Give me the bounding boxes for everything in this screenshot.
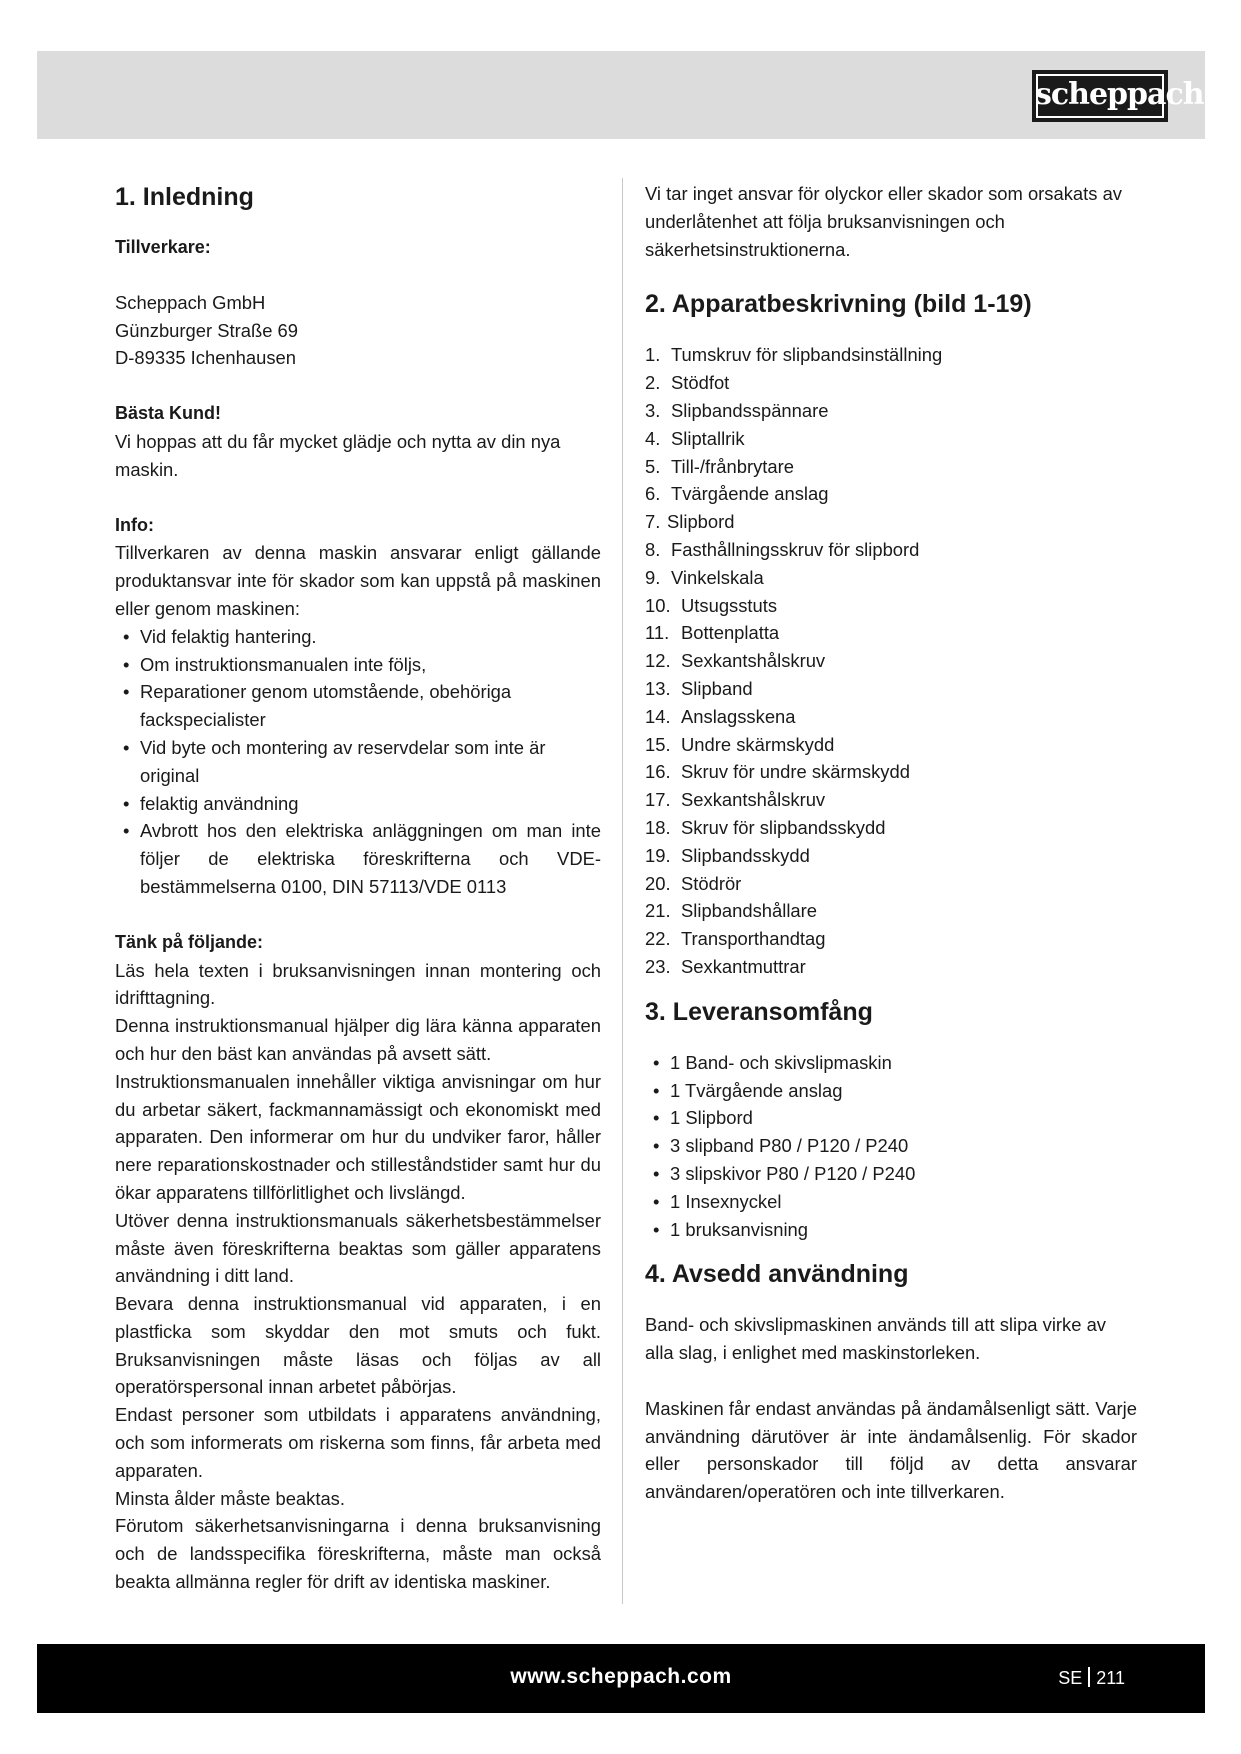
- list-item: 10. Utsugsstuts: [645, 594, 778, 616]
- list-item: 9. Vinkelskala: [645, 566, 764, 588]
- list-item: 23. Sexkantmuttrar: [645, 955, 806, 977]
- list-item: 2. Stödfot: [645, 372, 730, 394]
- right-column: [645, 180, 1137, 1506]
- list-item: • Reparationer genom utomstående, obehöriga fackspecialister: [115, 678, 601, 734]
- list-item: 21. Slipbandshållare: [645, 900, 817, 922]
- intro-text: Vi tar inget ansvar för olyckor eller skador som orsakats av underlåtenhet att följa bruksanvisningen och säkerhetsinstruktionerna.: [645, 183, 1122, 260]
- list-item: 6. Tvärgående anslag: [645, 483, 829, 505]
- list-item: 8. Fasthållningsskruv för slipbord: [645, 538, 920, 560]
- column-divider: [622, 178, 623, 1604]
- info-bullet-list: [115, 623, 601, 901]
- list-item: • 1 Band- och skivslipmaskin: [645, 1049, 1137, 1077]
- page-indicator: [1058, 1667, 1125, 1689]
- list-item: 5. Till-/frånbrytare: [645, 455, 794, 477]
- list-item: 13. Slipband: [645, 677, 753, 699]
- delivery-list: [645, 1049, 1137, 1244]
- list-item: 12. Sexkantshålskruv: [645, 650, 826, 672]
- list-item: 14. Anslagsskena: [645, 705, 796, 727]
- page-separator: [1088, 1667, 1090, 1687]
- left-column: [115, 180, 601, 1596]
- note-paragraph: Denna instruktionsmanual hjälper dig lära känna apparaten och hur den bäst kan användas på avsett sätt.: [115, 1015, 601, 1064]
- address-line-2: Günzburger Straße 69: [115, 319, 298, 341]
- language-code: SE: [1058, 1668, 1083, 1688]
- section-2-title: 2. Apparatbeskrivning (bild 1-19): [645, 290, 1032, 319]
- note-title: Tänk på följande:: [115, 931, 264, 952]
- list-item: • 1 bruksanvisning: [645, 1216, 1137, 1244]
- list-item: • 1 Tvärgående anslag: [645, 1077, 1137, 1105]
- parts-list: [645, 341, 1137, 980]
- list-item: 16. Skruv för undre skärmskydd: [645, 761, 910, 783]
- address-line-1: Scheppach GmbH: [115, 291, 266, 313]
- note-paragraph: Instruktionsmanualen innehåller viktiga anvisningar om hur du arbetar säkert, fackmannamässigt och ekonomiskt med apparaten. Den informerar om hur du undviker faror, håller nere reparationskostnader och stilleståndstider samt hur du ökar apparatens tillförlitlighet och livslängd.: [115, 1070, 601, 1203]
- header-bar: [37, 51, 1205, 139]
- section-4-title: 4. Avsedd användning: [645, 1260, 909, 1289]
- note-paragraph: Bevara denna instruktionsmanual vid apparaten, i en plastficka som skyddar den mot smuts och fukt. Bruksanvisningen måste läsas och följas av all operatörspersonal innan arbetet påbörjas.: [115, 1293, 601, 1398]
- section-3-title: 3. Leveransomfång: [645, 997, 873, 1026]
- list-item: 22. Transporthandtag: [645, 928, 826, 950]
- usage-paragraph: Band- och skivslipmaskinen används till att slipa virke av alla slag, i enlighet med maskinstorleken.: [645, 1314, 1106, 1364]
- list-item: • 3 slipband P80 / P120 / P240: [645, 1132, 1137, 1160]
- list-item: 3. Slipbandsspännare: [645, 399, 829, 421]
- list-item: 1. Tumskruv för slipbandsinställning: [645, 344, 943, 366]
- website-url: www.scheppach.com: [510, 1665, 732, 1688]
- list-item: 20. Stödrör: [645, 872, 742, 894]
- list-item: • 1 Insexnyckel: [645, 1188, 1137, 1216]
- note-paragraph: Minsta ålder måste beaktas.: [115, 1487, 345, 1509]
- scheppach-logo: scheppach: [1032, 70, 1168, 122]
- note-paragraph: Förutom säkerhetsanvisningarna i denna bruksanvisning och de landsspecifika föreskrifterna, måste man också beakta allmänna regler för drift av identiska maskiner.: [115, 1515, 601, 1593]
- list-item: • 1 Slipbord: [645, 1104, 1137, 1132]
- address-line-3: D-89335 Ichenhausen: [115, 347, 296, 369]
- greeting-text: Vi hoppas att du får mycket glädje och nytta av din nya maskin.: [115, 430, 561, 480]
- list-item: • Om instruktionsmanualen inte följs,: [115, 651, 601, 679]
- list-item: • 3 slipskivor P80 / P120 / P240: [645, 1160, 1137, 1188]
- note-paragraph: Utöver denna instruktionsmanuals säkerhetsbestämmelser måste även föreskrifterna beaktas som gäller apparatens användning i ditt land.: [115, 1209, 601, 1287]
- info-title: Info:: [115, 514, 154, 535]
- list-item: 11. Bottenplatta: [645, 622, 780, 644]
- info-text: Tillverkaren av denna maskin ansvarar enligt gällande produktansvar inte för skador som kan uppstå på maskinen eller genom maskinen:: [115, 542, 601, 619]
- greeting-title: Bästa Kund!: [115, 403, 222, 424]
- list-item: 19. Slipbandsskydd: [645, 844, 810, 866]
- page-number: 211: [1096, 1668, 1125, 1688]
- section-1-title: 1. Inledning: [115, 183, 254, 211]
- list-item: 17. Sexkantshålskruv: [645, 789, 826, 811]
- list-item: • felaktig användning: [115, 790, 601, 818]
- note-paragraph: Endast personer som utbildats i apparatens användning, och som informerats om riskerna som finns, får arbeta med apparaten.: [115, 1404, 601, 1481]
- note-paragraph: Läs hela texten i bruksanvisningen innan montering och idrifttagning.: [115, 959, 601, 1009]
- footer-bar: [37, 1644, 1205, 1713]
- list-item: 18. Skruv för slipbandsskydd: [645, 816, 886, 838]
- list-item: 4. Sliptallrik: [645, 427, 745, 449]
- list-item: • Vid byte och montering av reservdelar som inte är original: [115, 734, 601, 790]
- list-item: • Avbrott hos den elektriska anläggningen om man inte följer de elektriska föreskrifterna och VDE-bestämmelserna 0100, DIN 57113/VDE 0113: [115, 817, 601, 900]
- usage-paragraph: Maskinen får endast användas på ändamålsenligt sätt. Varje användning därutöver är inte ändamålsenlig. För skador eller personskador till följd av detta ansvarar användaren/operatören och inte tillverkaren.: [645, 1397, 1137, 1503]
- list-item: 7. Slipbord: [645, 511, 735, 533]
- list-item: 15. Undre skärmskydd: [645, 733, 835, 755]
- manufacturer-label: Tillverkare:: [115, 237, 211, 257]
- list-item: • Vid felaktig hantering.: [115, 623, 601, 651]
